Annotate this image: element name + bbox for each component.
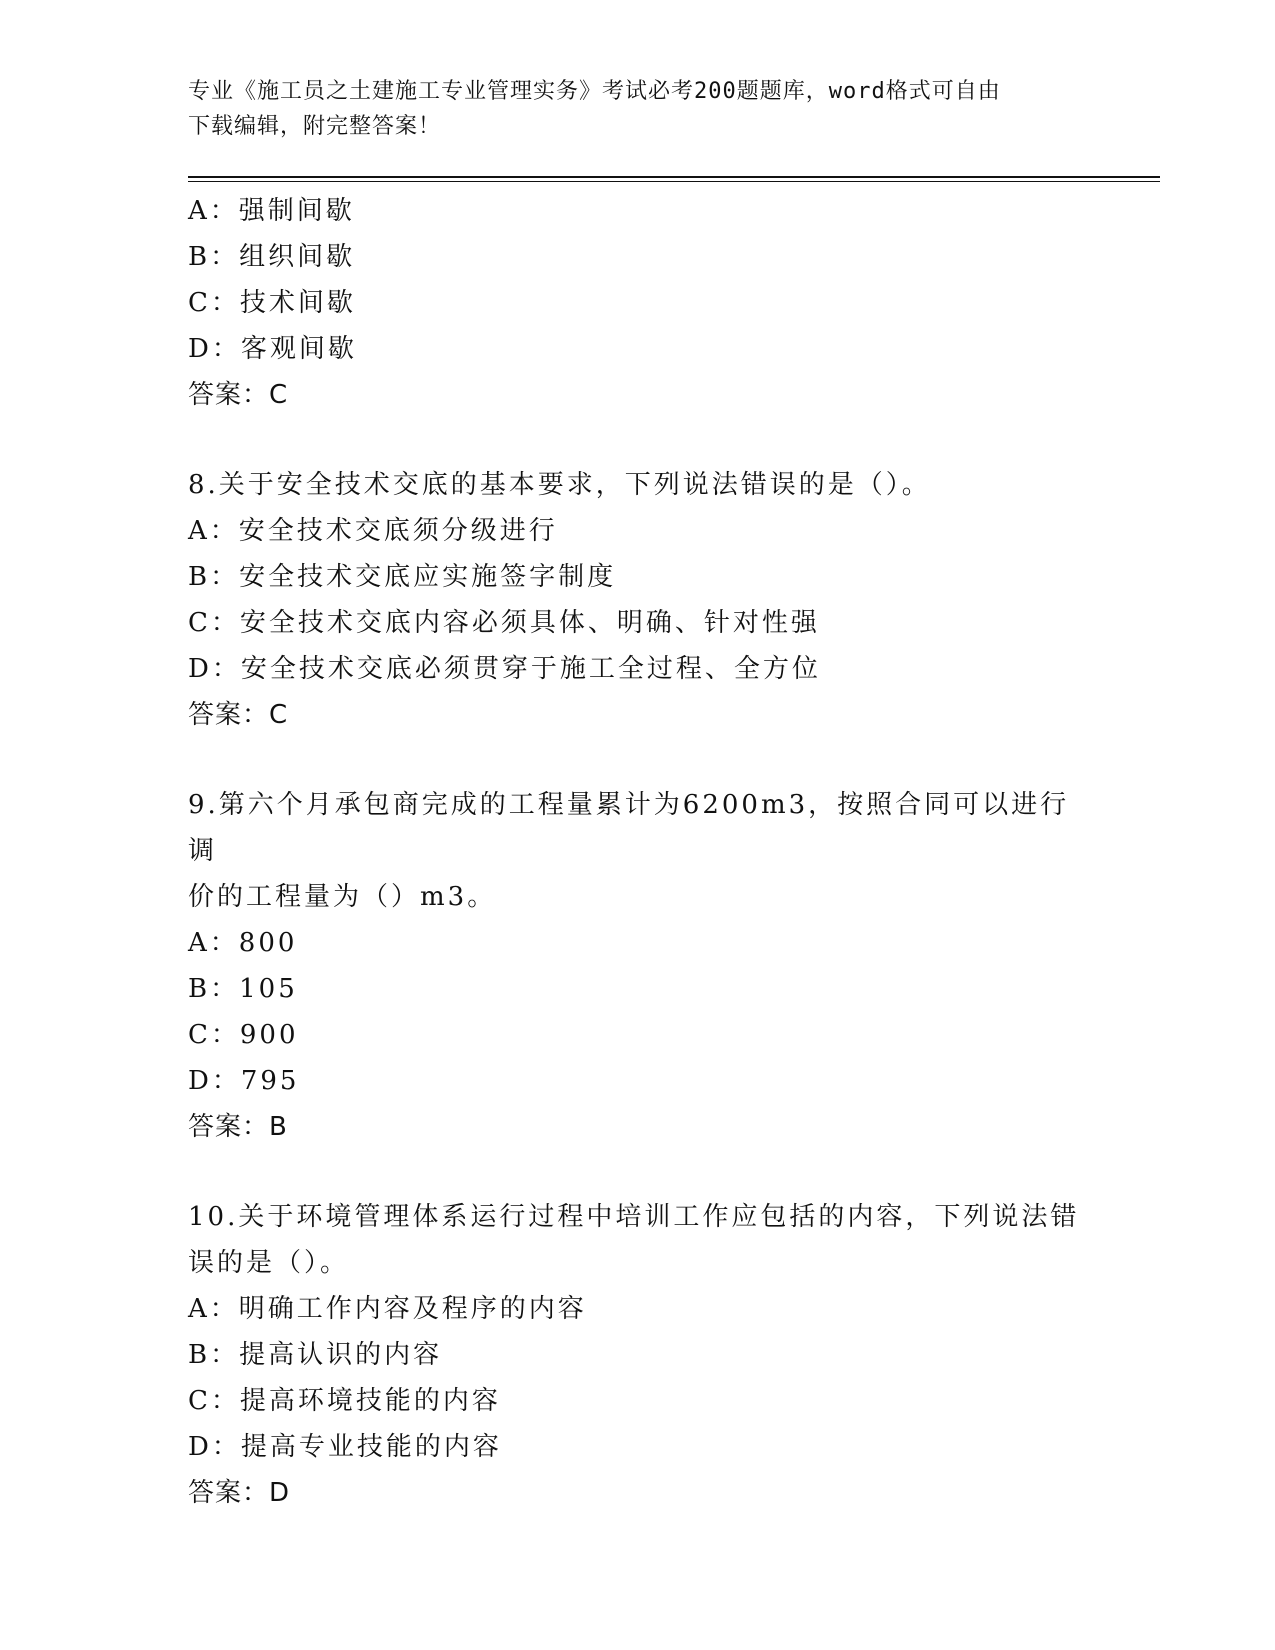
question-list (188, 188, 1088, 1516)
answer-line: 答案：C (188, 380, 289, 410)
option-d: D：客观间歇 (188, 334, 357, 364)
document-header (188, 74, 1078, 144)
question-block-10 (188, 1194, 1088, 1516)
header-title-line-2: 下载编辑，附完整答案！ (188, 114, 442, 139)
question-block-8 (188, 462, 1088, 738)
answer-line: 答案：C (188, 700, 289, 730)
option-a: A：强制间歇 (188, 196, 355, 226)
question-text-line-2: 误的是（）。 (188, 1248, 350, 1278)
option-c: C：技术间歇 (188, 288, 356, 318)
option-c: C：900 (188, 1020, 299, 1050)
option-d: D：安全技术交底必须贯穿于施工全过程、全方位 (188, 654, 821, 684)
option-b: B：安全技术交底应实施签字制度 (188, 562, 617, 592)
option-d: D：提高专业技能的内容 (188, 1432, 502, 1462)
option-a: A：安全技术交底须分级进行 (188, 516, 558, 546)
option-a: A：800 (188, 928, 298, 958)
block-spacer (188, 418, 1088, 462)
question-text-line-1: 10.关于环境管理体系运行过程中培训工作应包括的内容，下列说法错 (188, 1202, 1080, 1232)
option-b: B：105 (188, 974, 298, 1004)
question-block-7 (188, 188, 1088, 418)
option-d: D：795 (188, 1066, 300, 1096)
answer-line: 答案：B (188, 1112, 288, 1142)
block-spacer (188, 738, 1088, 782)
option-c: C：提高环境技能的内容 (188, 1386, 501, 1416)
question-text: 8.关于安全技术交底的基本要求，下列说法错误的是（）。 (188, 470, 931, 500)
option-a: A：明确工作内容及程序的内容 (188, 1294, 587, 1324)
header-divider-thin (188, 181, 1160, 182)
header-title-line-1: 专业《施工员之土建施工专业管理实务》考试必考200题题库，word格式可自由 (188, 79, 1001, 104)
block-spacer (188, 1150, 1088, 1194)
question-block-9 (188, 782, 1088, 1150)
question-text-line-2: 价的工程量为（）m3。 (188, 882, 497, 912)
option-c: C：安全技术交底内容必须具体、明确、针对性强 (188, 608, 820, 638)
header-divider-thick (188, 176, 1160, 178)
option-b: B：提高认识的内容 (188, 1340, 443, 1370)
option-b: B：组织间歇 (188, 242, 356, 272)
question-text-line-1: 9.第六个月承包商完成的工程量累计为6200m3，按照合同可以进行调 (188, 790, 1070, 866)
answer-line: 答案：D (188, 1478, 291, 1508)
